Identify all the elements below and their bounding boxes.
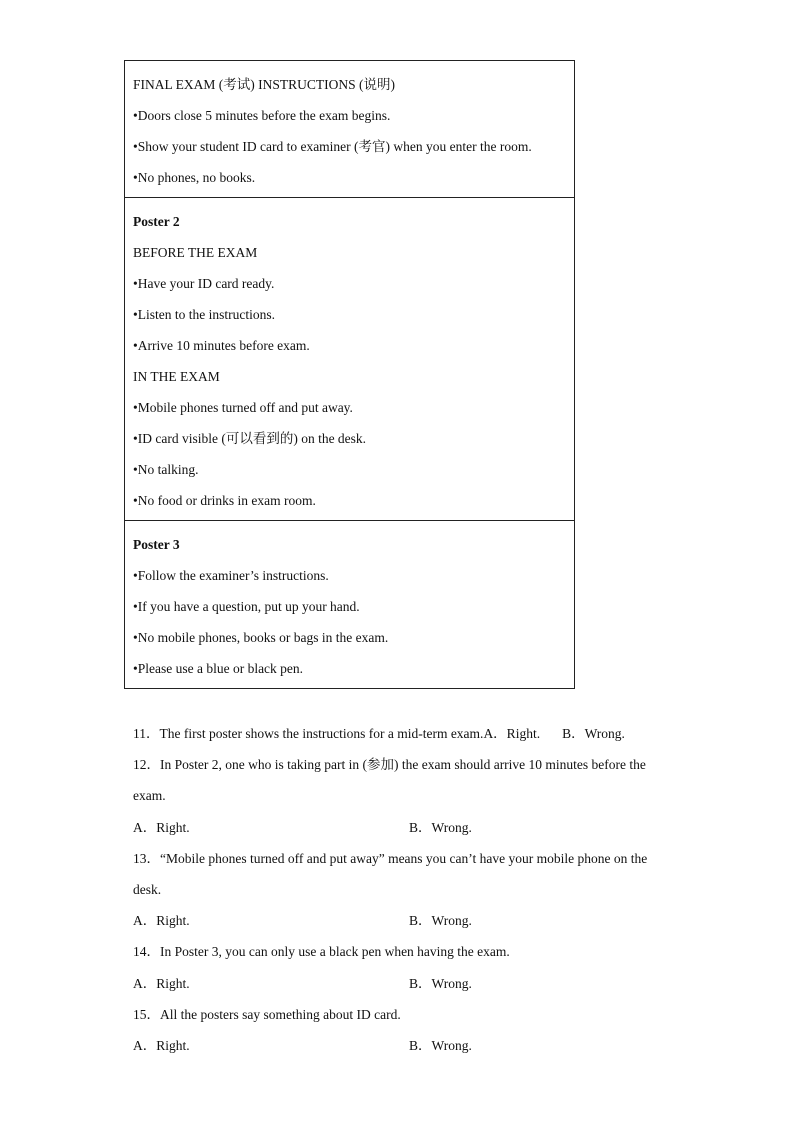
option-b[interactable]: B．Wrong.: [409, 819, 472, 835]
poster-3-item: •Follow the examiner’s instructions.: [133, 568, 329, 583]
option-b[interactable]: B．Wrong.: [409, 1037, 472, 1053]
question-12-line-2: exam.: [133, 788, 166, 804]
poster-2-item: •Have your ID card ready.: [133, 276, 275, 291]
poster-3-item: •No mobile phones, books or bags in the exam.: [133, 630, 389, 645]
poster-2: [125, 197, 574, 520]
question-12-options: [133, 812, 673, 843]
option-b[interactable]: B．Wrong.: [562, 726, 625, 741]
question-12-line-1: 12．In Poster 2, one who is taking part in (参加) the exam should arrive 10 minutes before the: [133, 757, 646, 773]
question-11: [133, 718, 673, 749]
question-13-line-2: desk.: [133, 881, 162, 897]
poster-1-item: •No phones, no books.: [133, 170, 256, 185]
poster-1-item: •Doors close 5 minutes before the exam begins.: [133, 108, 391, 123]
poster-2-item: •Listen to the instructions.: [133, 307, 275, 322]
poster-2-title: Poster 2: [133, 214, 180, 229]
poster-2-section-heading: IN THE EXAM: [133, 369, 220, 384]
poster-2-section-heading: BEFORE THE EXAM: [133, 245, 258, 260]
poster-2-item: •No talking.: [133, 462, 199, 477]
poster-3-item: •If you have a question, put up your hand.: [133, 599, 360, 614]
poster-1-heading: FINAL EXAM (考试) INSTRUCTIONS (说明): [133, 77, 395, 92]
question-14-options: [133, 968, 673, 999]
poster-2-item: •Arrive 10 minutes before exam.: [133, 338, 310, 353]
question-13-options: [133, 905, 673, 936]
option-a[interactable]: A．Right.: [133, 975, 190, 991]
option-b[interactable]: B．Wrong.: [409, 913, 472, 929]
option-a[interactable]: A．Right.: [133, 819, 190, 835]
option-a[interactable]: A．Right.: [483, 726, 541, 741]
question-text: 11．The first poster shows the instructions for a mid-term exam.: [133, 726, 484, 741]
question-13-line-1: 13．“Mobile phones turned off and put away” means you can’t have your mobile phone on the: [133, 850, 648, 866]
option-a[interactable]: A．Right.: [133, 1037, 190, 1053]
questions-section: [133, 718, 673, 1061]
question-14: 14．In Poster 3, you can only use a black pen when having the exam.: [133, 944, 510, 960]
poster-3-title: Poster 3: [133, 537, 180, 552]
poster-2-item: •Mobile phones turned off and put away.: [133, 400, 353, 415]
poster-1-item: •Show your student ID card to examiner (考官) when you enter the room.: [133, 139, 532, 154]
poster-1: [125, 61, 574, 197]
option-a[interactable]: A．Right.: [133, 913, 190, 929]
question-15-options: [133, 1030, 673, 1061]
posters-table: [124, 60, 575, 689]
poster-2-item: •ID card visible (可以看到的) on the desk.: [133, 431, 367, 446]
option-b[interactable]: B．Wrong.: [409, 975, 472, 991]
poster-2-item: •No food or drinks in exam room.: [133, 493, 316, 508]
poster-3-item: •Please use a blue or black pen.: [133, 661, 304, 676]
question-15: 15．All the posters say something about ID card.: [133, 1006, 401, 1022]
poster-3: [125, 520, 574, 688]
